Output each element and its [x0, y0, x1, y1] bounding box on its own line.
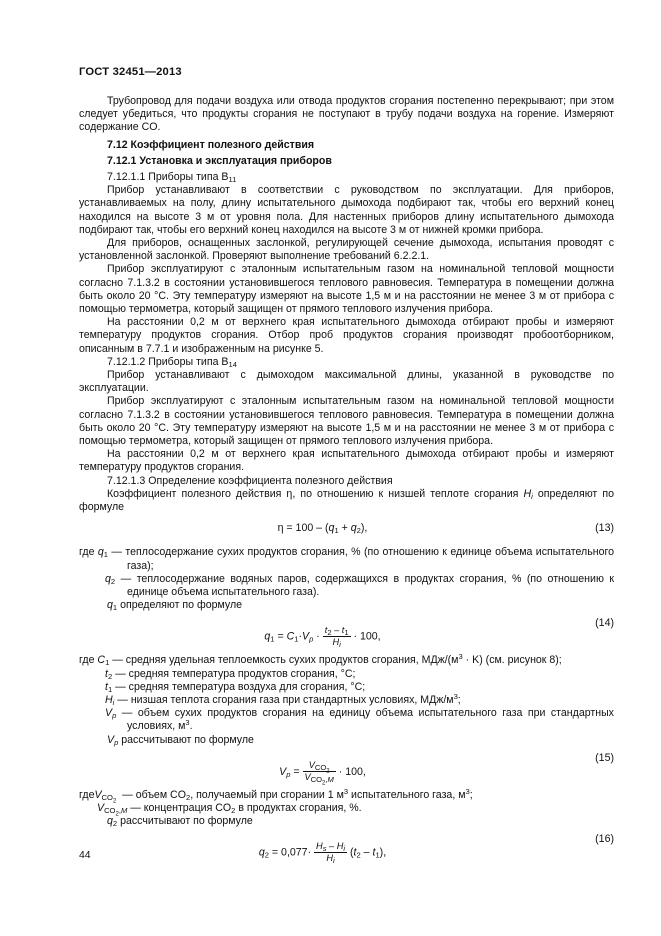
formula-number: (16)	[595, 833, 614, 846]
paragraph: $V_p$ рассчитывают по формуле	[107, 733, 254, 747]
subsection-heading: 7.12.1.1 Приборы типа $B_{11}$	[107, 171, 237, 185]
formula-number: (14)	[595, 617, 614, 630]
fraction: $\frac{H_s - H_i}{H_i}$	[316, 841, 346, 866]
paragraph: Прибор эксплуатируют с эталонным испытательным газом на номинальной тепловой мощности согласно 7.1.3.2 в состоянии установившегося теплового равновесия. Температура в помещении должна быть около 20 °С. Эту температуру измеряют на высоте 1,5 м и на расстоянии не менее 3 м от прибора с помощью термометра, который защищен от прямого теплового излучения прибора.	[79, 263, 614, 316]
subsection-heading: 7.12.1.2 Приборы типа $B_{14}$	[107, 355, 237, 369]
section-heading-7-12-1: 7.12.1 Установка и эксплуатация приборов	[107, 154, 332, 167]
formula-15	[79, 751, 614, 787]
paragraph: Прибор устанавливают с дымоходом максимальной длины, указанной в руководстве по эксплуатации.	[79, 369, 614, 395]
page-number: 44	[79, 850, 91, 861]
definition-t1: $t_1$ — средняя температура воздуха для сгорания, °С;	[105, 680, 366, 694]
formula-16-expression: $q_2 = 0,077\cdot$ $\frac{H_s - H_i}{H_i}$ $(t_2 - t_1)$,	[258, 841, 387, 866]
paragraph: Для приборов, оснащенных заслонкой, регулирующей сечение дымохода, испытания проводят с установленной заслонкой. Проверяют выполнение требований 6.2.2.1.	[79, 237, 614, 263]
paragraph: Трубопровод для подачи воздуха или отвода продуктов сгорания постепенно перекрывают; при этом следует убедиться, что продукты сгорания не поступают в трубу подачи воздуха на горение. Измеряют содержание CO.	[79, 95, 614, 134]
formula-16	[79, 833, 614, 865]
definition-q2: $q_2$ — теплосодержание водяных паров, содержащихся в продуктах сгорания, % (по отношению к единице объема испытательного газа).	[105, 572, 614, 598]
formula-15-expression: $V_p$ = $\frac{V_{CO_2}}{V_{CO_2,M}}$ · 100,	[279, 759, 366, 787]
definition-vco2: гдеV$_{CO_2}$ — объем $CO_2$, получаемый при сгорании 1 $м^3$ испытательного газа, $м^3$;	[79, 786, 473, 805]
paragraph: $q_2$ рассчитывают по формуле	[107, 815, 253, 829]
section-heading-7-12: 7.12 Коэффициент полезного действия	[107, 138, 315, 151]
definition-c1: где $C_1$ — средняя удельная теплоемкость сухих продуктов сгорания, МДж/$(м^3 \cdot K)$ (см. рисунок 8);	[79, 652, 562, 668]
subsection-heading: 7.12.1.3 Определение коэффициента полезного действия	[107, 474, 393, 487]
definition-q1: где $q_1$ — теплосодержание сухих продуктов сгорания, % (по отношению к единице объема испытательного газа);	[79, 546, 614, 572]
paragraph: Коэффициент полезного действия η, по отношению к низшей теплоте сгорания $H_i$ определяют по формуле	[79, 487, 614, 514]
page-body	[79, 95, 614, 870]
formula-13-expression: $\eta = 100 - (q_1 + q_2)$,	[277, 522, 368, 536]
formula-14	[79, 617, 614, 649]
paragraph: На расстоянии 0,2 м от верхнего края испытательного дымохода отбирают пробы и измеряют температуру продуктов сгорания. Отбор проб продуктов сгорания производят пробоотборником, описанным в 7.7.1 и изображенным на рисунке 5.	[79, 316, 614, 355]
definition-t2: $t_2$ — средняя температура продуктов сгорания, °С;	[105, 667, 356, 681]
formula-number: (15)	[595, 751, 614, 764]
definition-hi: $H_i$ — низшая теплота сгорания газа при стандартных условиях, МДж/$м^3$;	[105, 691, 461, 707]
paragraph: На расстоянии 0,2 м от верхнего края испытательного дымохода отбирают пробы и измеряют температуру продуктов сгорания.	[79, 448, 614, 474]
formula-number: (13)	[595, 522, 614, 535]
definition-vp: $V_p$ — объем сухих продуктов сгорания на единицу объема испытательного газа при стандартных условиях, $м^3$.	[105, 707, 614, 733]
formula-13	[79, 519, 614, 541]
document-header: ГОСТ 32451—2013	[79, 66, 182, 78]
definition-vco2m: $V_{CO_2,M}$ — концентрация $CO_2$ в продуктах сгорания, %.	[97, 801, 362, 818]
paragraph: Прибор эксплуатируют с эталонным испытательным газом на номинальной тепловой мощности согласно 7.1.3.2 в состоянии установившегося теплового равновесия. Температура в помещении должна быть около 20 °С. Эту температуру измеряют на высоте 1,5 м и на расстоянии не менее 3 м от прибора с помощью термометра, который защищен от прямого теплового излучения прибора.	[79, 395, 614, 448]
fraction: $\frac{t_2 - t_1}{H_i}$	[324, 625, 349, 650]
paragraph: Прибор устанавливают в соответствии с руководством по эксплуатации. Для приборов, устанавливаемых на полу, длину испытательного дымохода подбирают так, чтобы его верхний конец находился на высоте 3 м от уровня пола. Для настенных приборов длину испытательного дымохода подбирают так, чтобы его верхний конец находился на высоте 3 м от нижней кромки прибора.	[79, 184, 614, 236]
formula-14-expression: $q_1 = C_1\cdot V_p$ · $\frac{t_2 - t_1}{H_i}$ · 100,	[264, 625, 381, 650]
paragraph: $q_1$ определяют по формуле	[107, 599, 243, 613]
fraction: $\frac{V_{CO_2}}{V_{CO_2,M}}$	[304, 759, 334, 787]
